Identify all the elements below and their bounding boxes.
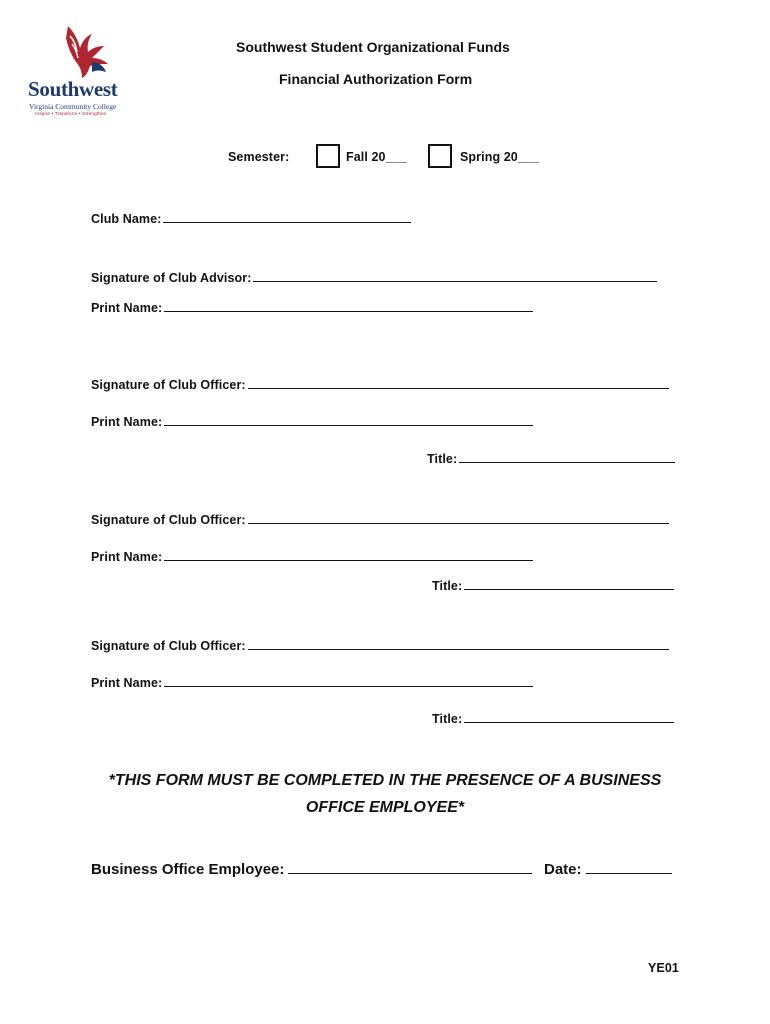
title-line[interactable] xyxy=(464,577,674,590)
title-line[interactable] xyxy=(464,710,674,723)
title-label: Title: xyxy=(432,712,463,726)
fall-checkbox[interactable] xyxy=(316,144,340,168)
semester-label: Semester: xyxy=(228,150,290,164)
fall-option-label: Fall 20___ xyxy=(346,150,407,164)
print-name-line[interactable] xyxy=(164,413,533,426)
officer-print-name-field[interactable] xyxy=(91,674,533,692)
club-name-label: Club Name: xyxy=(91,212,162,226)
club-name-field[interactable] xyxy=(91,210,411,228)
advisor-signature-field[interactable] xyxy=(91,269,657,287)
advisor-signature-line[interactable] xyxy=(253,269,657,282)
print-name-label: Print Name: xyxy=(91,301,163,315)
print-name-label: Print Name: xyxy=(91,676,163,690)
club-name-line[interactable] xyxy=(163,210,411,223)
notice-line-1: *THIS FORM MUST BE COMPLETED IN THE PRESENCE OF A BUSINESS xyxy=(108,772,662,789)
title-label: Title: xyxy=(427,452,458,466)
officer-title-field[interactable] xyxy=(432,577,674,595)
officer-print-name-field[interactable] xyxy=(91,548,533,566)
spring-checkbox[interactable] xyxy=(428,144,452,168)
officer-title-field[interactable] xyxy=(427,450,675,468)
title-line[interactable] xyxy=(459,450,675,463)
notice-line-2: OFFICE EMPLOYEE* xyxy=(305,799,465,816)
spring-option-label: Spring 20___ xyxy=(460,150,540,164)
advisor-signature-label: Signature of Club Advisor: xyxy=(91,271,252,285)
form-code: YE01 xyxy=(648,961,679,975)
business-employee-label: Business Office Employee: xyxy=(91,861,285,878)
officer-signature-field[interactable] xyxy=(91,637,669,655)
print-name-label: Print Name: xyxy=(91,550,163,564)
college-logo xyxy=(26,22,144,120)
officer-signature-field[interactable] xyxy=(91,511,669,529)
print-name-line[interactable] xyxy=(164,548,533,561)
presence-notice xyxy=(0,767,770,821)
advisor-print-name-field[interactable] xyxy=(91,299,533,317)
officer-title-field[interactable] xyxy=(432,710,674,728)
print-name-line[interactable] xyxy=(164,674,533,687)
business-employee-line[interactable] xyxy=(288,859,532,874)
officer-signature-label: Signature of Club Officer: xyxy=(91,513,246,527)
logo-tagline: Inspire • Transform • Strengthen xyxy=(35,111,107,116)
logo-subtitle: Virginia Community College xyxy=(29,102,117,111)
officer-signature-line[interactable] xyxy=(248,511,669,524)
officer-signature-label: Signature of Club Officer: xyxy=(91,378,246,392)
phoenix-bird-icon xyxy=(58,22,118,80)
title-label: Title: xyxy=(432,579,463,593)
print-name-label: Print Name: xyxy=(91,415,163,429)
print-name-line[interactable] xyxy=(164,299,533,312)
officer-signature-line[interactable] xyxy=(248,376,669,389)
business-employee-field[interactable] xyxy=(91,859,532,879)
officer-signature-field[interactable] xyxy=(91,376,669,394)
officer-print-name-field[interactable] xyxy=(91,413,533,431)
logo-wordmark: Southwest xyxy=(28,77,118,101)
form-subheading: Financial Authorization Form xyxy=(279,71,473,87)
date-line[interactable] xyxy=(586,859,672,874)
officer-signature-line[interactable] xyxy=(248,637,669,650)
officer-signature-label: Signature of Club Officer: xyxy=(91,639,246,653)
form-heading: Southwest Student Organizational Funds xyxy=(236,39,510,55)
date-label: Date: xyxy=(544,861,582,878)
date-field[interactable] xyxy=(544,859,672,879)
